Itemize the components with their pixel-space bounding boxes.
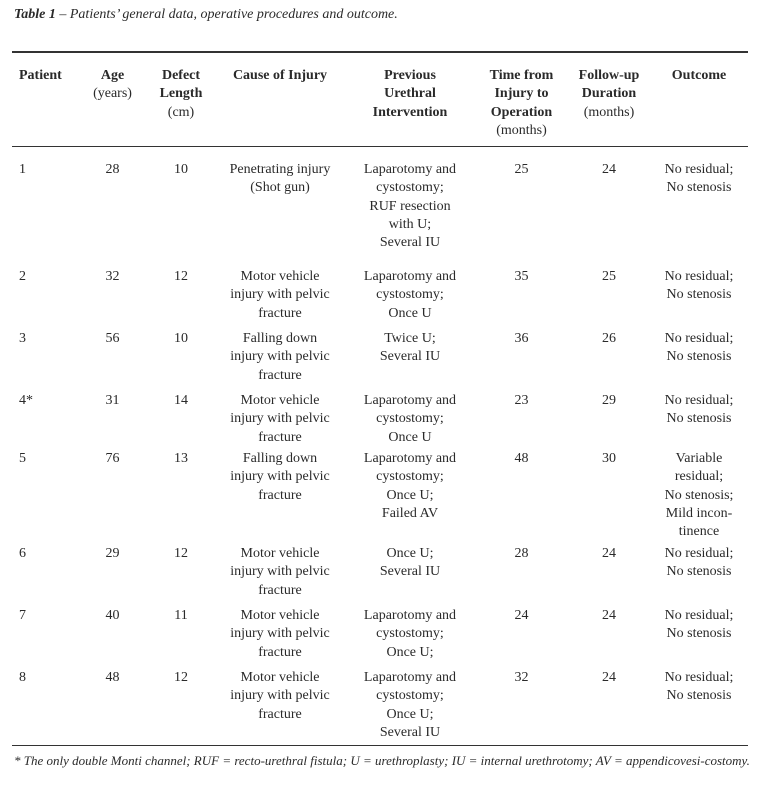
- column-header-followup-unit: (months): [583, 104, 635, 120]
- cell-time: 48: [514, 451, 529, 466]
- cell-followup: 24: [602, 608, 616, 623]
- cell-time: 24: [514, 608, 529, 623]
- column-header-previous: [347, 67, 473, 122]
- table-top-rule: [12, 51, 748, 53]
- cell-followup: 25: [602, 269, 616, 284]
- cell-age: 29: [105, 546, 120, 561]
- cell-time: 36: [514, 331, 529, 346]
- cell-defect: 11: [174, 608, 188, 623]
- cell-time: 35: [514, 269, 529, 284]
- cell-patient: 5: [19, 451, 26, 466]
- column-header-followup: [568, 67, 650, 122]
- column-header-defect: [150, 67, 212, 122]
- cell-cause: Falling down injury with pelvic fracture: [230, 451, 330, 503]
- cell-patient: 7: [19, 608, 26, 623]
- cell-defect: 14: [174, 393, 188, 408]
- column-header-outcome-title: Outcome: [671, 68, 727, 83]
- cell-patient: 3: [19, 331, 26, 346]
- column-header-time-unit: (months): [496, 122, 547, 138]
- cell-defect: 13: [174, 451, 188, 466]
- cell-previous: Twice U; Several IU: [379, 331, 441, 365]
- cell-patient: 1: [19, 162, 26, 177]
- column-header-time: [476, 67, 567, 140]
- cell-previous: Laparotomy and cystostomy; Once U; Failed AV: [363, 451, 457, 521]
- cell-defect: 12: [174, 670, 188, 685]
- cell-previous: Laparotomy and cystostomy; RUF resection with U; Several IU: [363, 162, 457, 251]
- cell-previous: Once U; Several IU: [379, 546, 441, 580]
- cell-time: 32: [514, 670, 529, 685]
- cell-defect: 12: [174, 269, 188, 284]
- cell-cause: Motor vehicle injury with pelvic fracture: [230, 546, 330, 598]
- column-header-age: [85, 67, 140, 104]
- cell-cause: Motor vehicle injury with pelvic fracture: [230, 269, 330, 321]
- cell-followup: 26: [602, 331, 616, 346]
- column-header-time-title: Time from Injury to Operation: [489, 68, 554, 120]
- cell-followup: 24: [602, 546, 616, 561]
- cell-outcome: No residual; No stenosis: [664, 331, 734, 365]
- column-header-age-unit: (years): [93, 86, 132, 102]
- cell-outcome: No residual; No stenosis: [664, 269, 734, 303]
- cell-followup: 30: [602, 451, 616, 466]
- column-header-cause: [215, 67, 345, 85]
- cell-time: 23: [514, 393, 529, 408]
- cell-age: 28: [105, 162, 120, 177]
- cell-defect: 12: [174, 546, 188, 561]
- cell-cause: Penetrating injury (Shot gun): [229, 162, 331, 196]
- table-bottom-rule: [12, 745, 748, 746]
- cell-outcome: No residual; No stenosis: [664, 608, 734, 642]
- cell-followup: 29: [602, 393, 616, 408]
- column-header-defect-unit: (cm): [167, 104, 195, 120]
- cell-patient: 2: [19, 269, 26, 284]
- column-header-previous-title: Previous Urethral Intervention: [372, 68, 448, 120]
- column-header-age-title: Age: [100, 68, 125, 83]
- cell-patient: 4*: [19, 393, 33, 408]
- cell-outcome: No residual; No stenosis: [664, 162, 734, 196]
- column-header-patient: [19, 67, 79, 85]
- cell-previous: Laparotomy and cystostomy; Once U: [363, 269, 457, 321]
- column-header-defect-title: Defect Length: [159, 68, 203, 102]
- cell-time: 28: [514, 546, 529, 561]
- cell-previous: Laparotomy and cystostomy; Once U;: [363, 608, 457, 660]
- cell-followup: 24: [602, 670, 616, 685]
- cell-time: 25: [514, 162, 529, 177]
- cell-age: 76: [105, 451, 120, 466]
- table-caption-label: Table 1: [14, 7, 56, 22]
- column-header-cause-title: Cause of Injury: [232, 68, 328, 83]
- cell-cause: Motor vehicle injury with pelvic fracture: [230, 393, 330, 445]
- column-header-followup-title: Follow-up Duration: [578, 68, 640, 102]
- cell-defect: 10: [174, 331, 188, 346]
- cell-cause: Falling down injury with pelvic fracture: [230, 331, 330, 383]
- table-header-rule: [12, 146, 748, 147]
- cell-previous: Laparotomy and cystostomy; Once U; Several IU: [363, 670, 457, 740]
- table-footnote: * The only double Monti channel; RUF = recto-urethral fistula; U = urethroplasty; IU = internal urethrotomy; AV = appendicovesi-costomy.: [14, 753, 750, 768]
- cell-followup: 24: [602, 162, 616, 177]
- cell-patient: 8: [19, 670, 26, 685]
- cell-age: 56: [105, 331, 120, 346]
- cell-outcome: No residual; No stenosis: [664, 670, 734, 704]
- cell-age: 48: [105, 670, 120, 685]
- column-header-patient-title: Patient: [19, 68, 62, 83]
- cell-age: 40: [105, 608, 120, 623]
- cell-cause: Motor vehicle injury with pelvic fracture: [230, 670, 330, 722]
- cell-defect: 10: [174, 162, 188, 177]
- table-caption: [14, 6, 398, 24]
- cell-patient: 6: [19, 546, 26, 561]
- cell-outcome: No residual; No stenosis: [664, 393, 734, 427]
- cell-age: 31: [105, 393, 120, 408]
- cell-cause: Motor vehicle injury with pelvic fracture: [230, 608, 330, 660]
- cell-outcome: Variable residual; No stenosis; Mild incon- tinence: [664, 451, 734, 540]
- column-header-outcome: [652, 67, 746, 85]
- cell-age: 32: [105, 269, 120, 284]
- table-caption-text: – Patients’ general data, operative procedures and outcome.: [55, 7, 398, 22]
- cell-previous: Laparotomy and cystostomy; Once U: [363, 393, 457, 445]
- cell-outcome: No residual; No stenosis: [664, 546, 734, 580]
